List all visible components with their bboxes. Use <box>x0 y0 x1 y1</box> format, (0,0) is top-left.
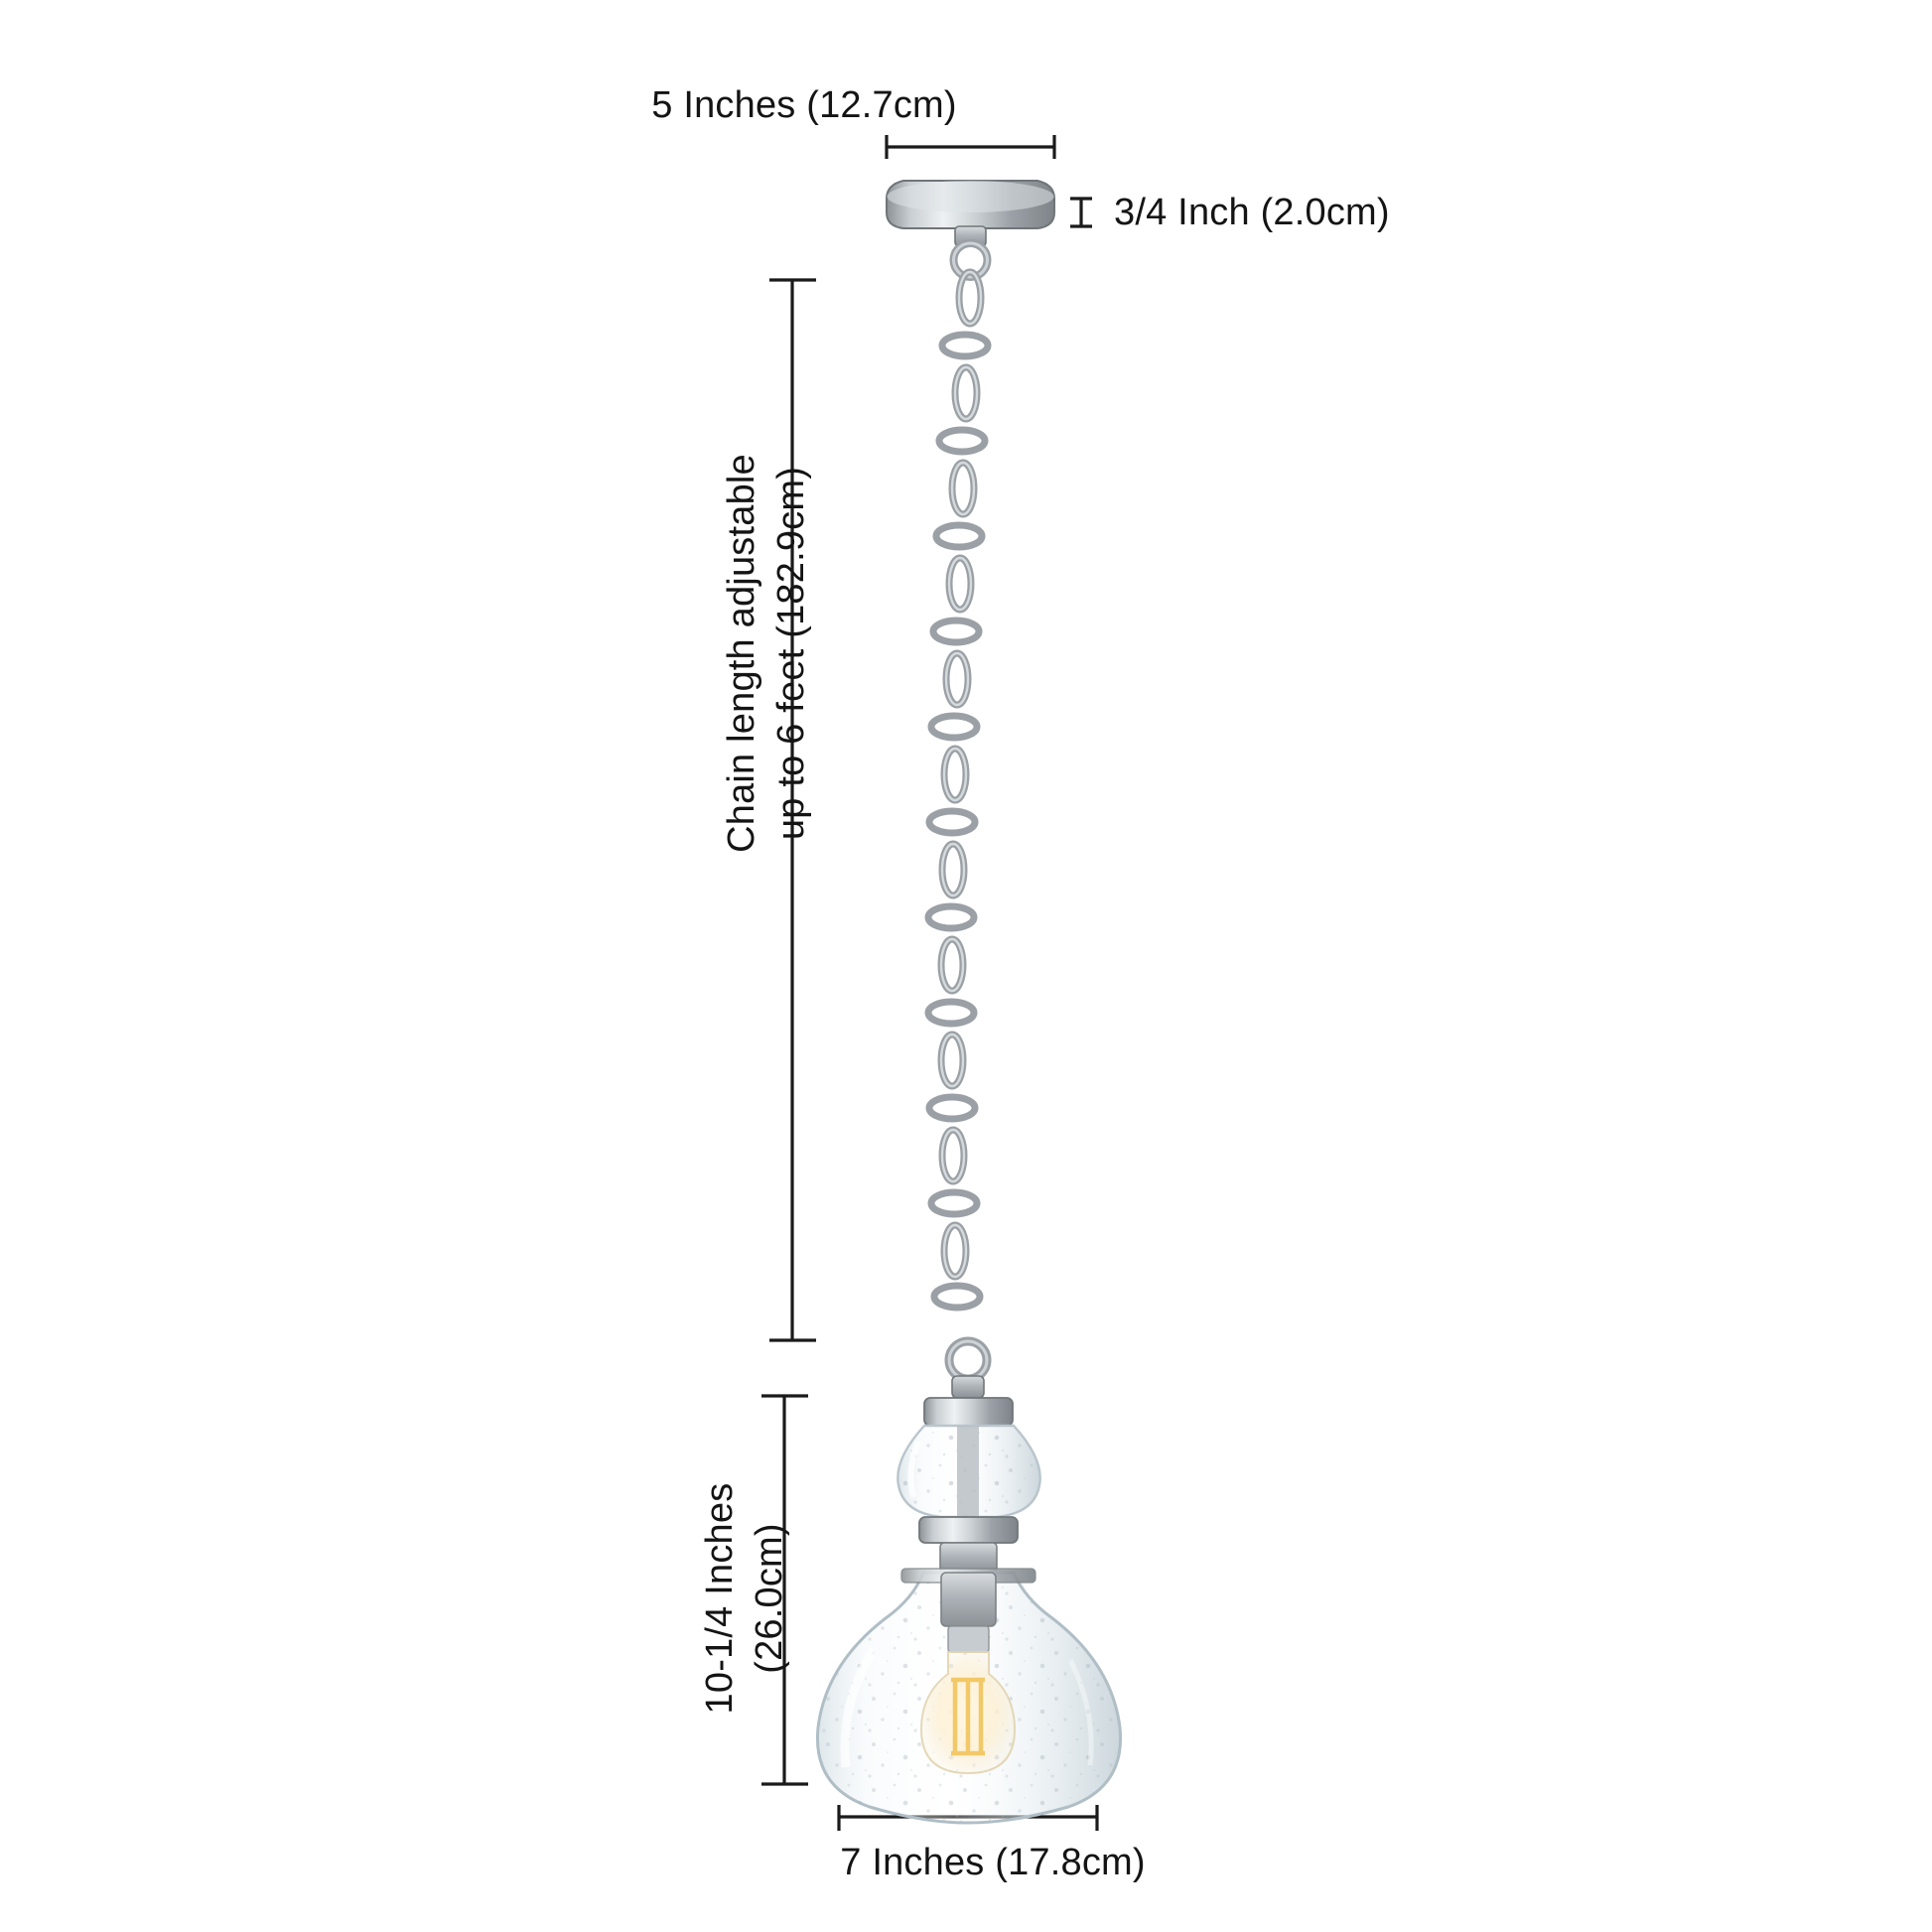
chain-length-label-line2: up to 6 feet (182.9cm) <box>770 466 813 841</box>
canopy-height-dimension <box>1070 199 1092 226</box>
upper-fitter <box>924 1398 1013 1426</box>
filament <box>951 1680 985 1753</box>
shade-height-label-line2: (26.0cm) <box>749 1523 791 1674</box>
chain-length-label-line1: Chain length adjustable <box>721 454 762 853</box>
chain-length-label <box>717 246 816 1060</box>
canopy-width-dimension <box>887 135 1054 159</box>
shade-height-label <box>695 1400 794 1797</box>
hanging-chain <box>928 272 988 1308</box>
canopy-width-label: 5 Inches (12.7cm) <box>651 84 957 126</box>
fixture-top-loop <box>949 1341 987 1398</box>
upper-glass-sphere <box>897 1426 1039 1517</box>
lower-collar <box>919 1517 1018 1573</box>
canopy-height-label: 3/4 Inch (2.0cm) <box>1114 192 1390 233</box>
ceiling-canopy <box>887 181 1054 277</box>
shade-width-label: 7 Inches (17.8cm) <box>840 1842 1146 1883</box>
shade-height-label-line1: 10-1/4 Inches <box>699 1482 741 1715</box>
